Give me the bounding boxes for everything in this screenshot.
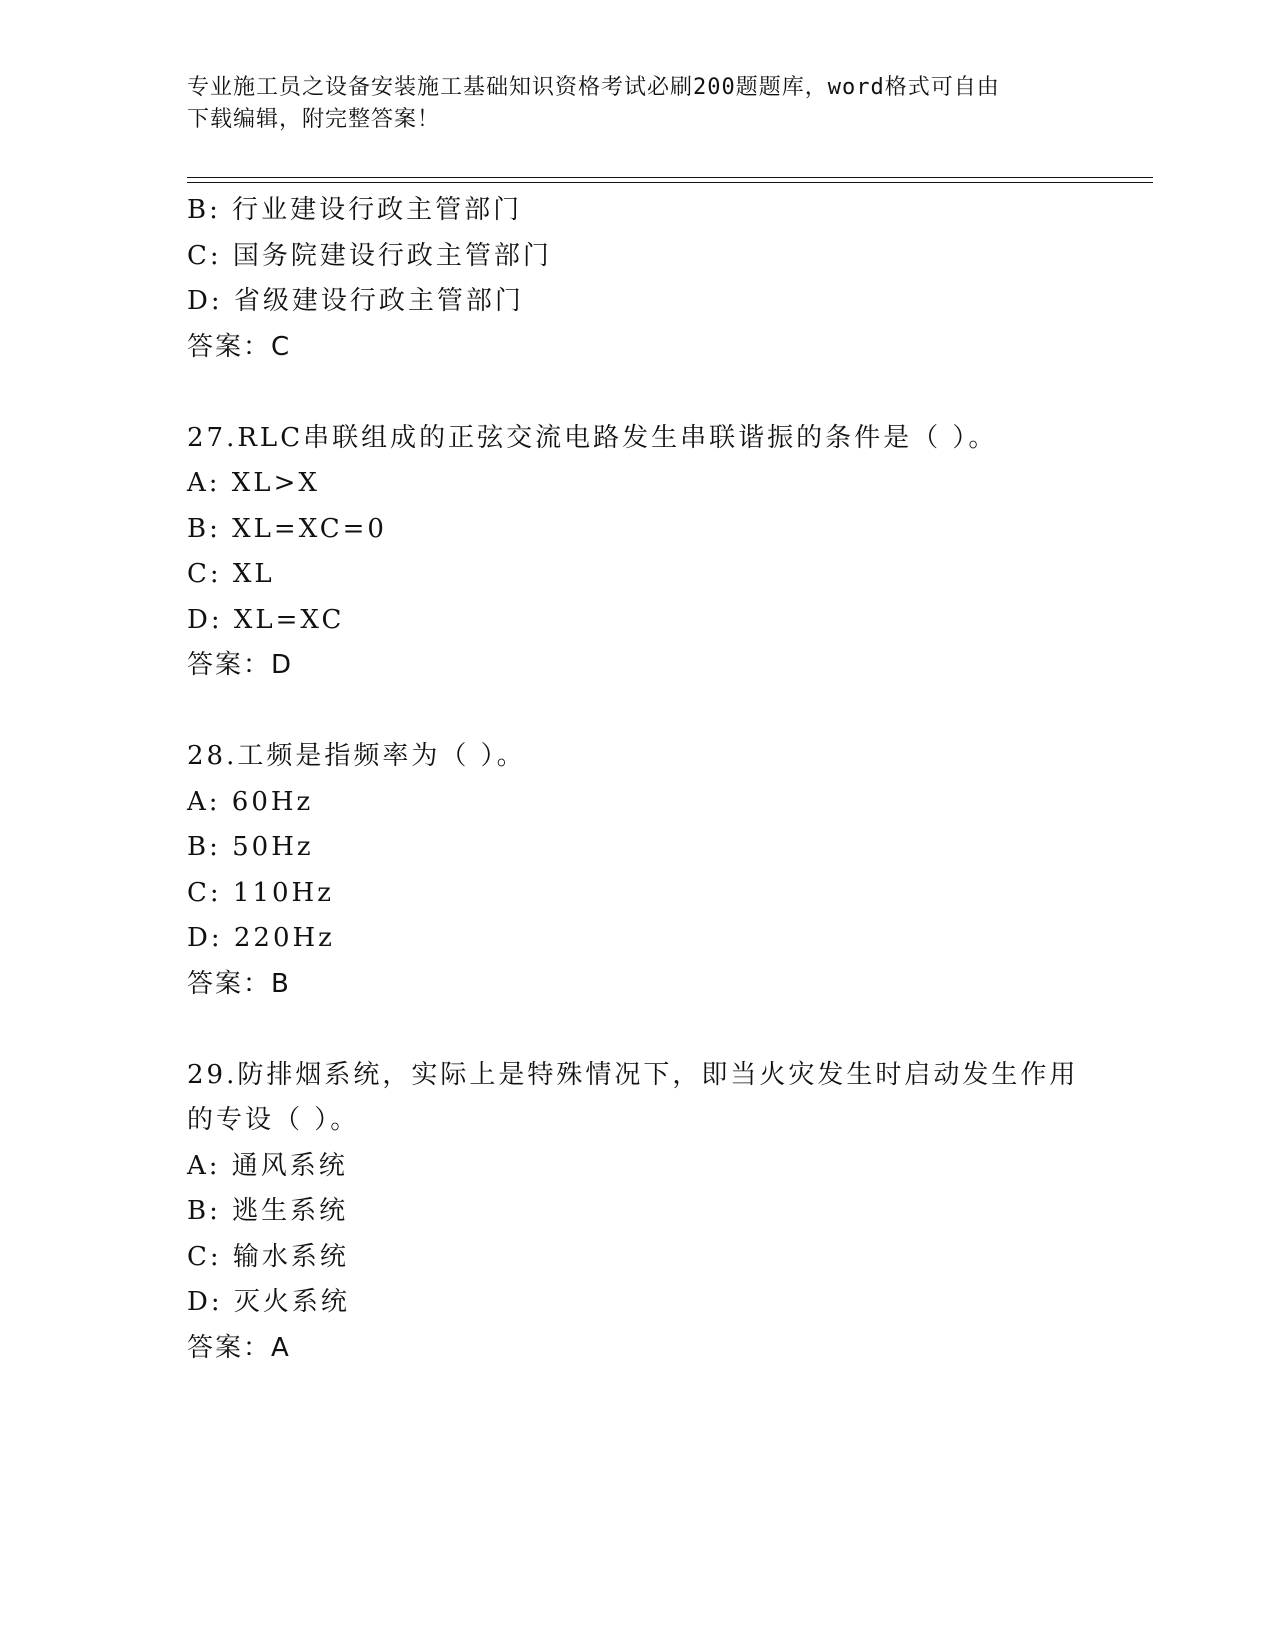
option-d: D: 省级建设行政主管部门: [187, 286, 524, 316]
header-divider-top: [187, 177, 1153, 178]
spacer: [187, 370, 1107, 416]
answer-line: 答案：D: [187, 650, 294, 680]
question-27: [187, 416, 1107, 689]
question-text: 28.工频是指频率为（ ）。: [187, 741, 526, 771]
question-list: [187, 188, 1107, 1371]
option-b: B: 行业建设行政主管部门: [187, 195, 523, 225]
answer-line: 答案：B: [187, 968, 291, 999]
header-title-line-2: 下载编辑，附完整答案！: [187, 107, 441, 132]
question-29: [187, 1053, 1107, 1372]
option-a: A: 通风系统: [187, 1150, 348, 1181]
option-c: C: XL: [187, 559, 275, 589]
answer-line: 答案：C: [187, 331, 292, 362]
header-divider-bottom: [187, 182, 1153, 183]
option-b: B: 50Hz: [187, 832, 314, 862]
option-b: B: 逃生系统: [187, 1196, 349, 1226]
option-a: A: XL>X: [187, 468, 320, 498]
option-b: B: XL=XC=0: [187, 513, 387, 544]
question-text-line-1: 29.防排烟系统，实际上是特殊情况下，即当火灾发生时启动发生作用: [187, 1059, 1079, 1090]
option-d: D: XL=XC: [187, 604, 345, 635]
option-c: C: 国务院建设行政主管部门: [187, 240, 552, 271]
spacer: [187, 689, 1107, 735]
option-a: A: 60Hz: [187, 786, 314, 817]
option-d: D: 灭火系统: [187, 1287, 350, 1317]
option-c: C: 110Hz: [187, 877, 334, 908]
question-28: [187, 734, 1107, 1007]
question-text-line-2: 的专设（ ）。: [187, 1105, 360, 1135]
question-26-tail: [187, 188, 1107, 370]
answer-line: 答案：A: [187, 1332, 291, 1363]
option-d: D: 220Hz: [187, 923, 335, 953]
spacer: [187, 1007, 1107, 1053]
document-header: [187, 72, 1067, 136]
question-text: 27.RLC串联组成的正弦交流电路发生串联谐振的条件是（ ）。: [187, 422, 998, 453]
header-title-line-1: 专业施工员之设备安装施工基础知识资格考试必刷200题题库，word格式可自由: [187, 75, 1000, 100]
option-c: C: 输水系统: [187, 1241, 349, 1272]
